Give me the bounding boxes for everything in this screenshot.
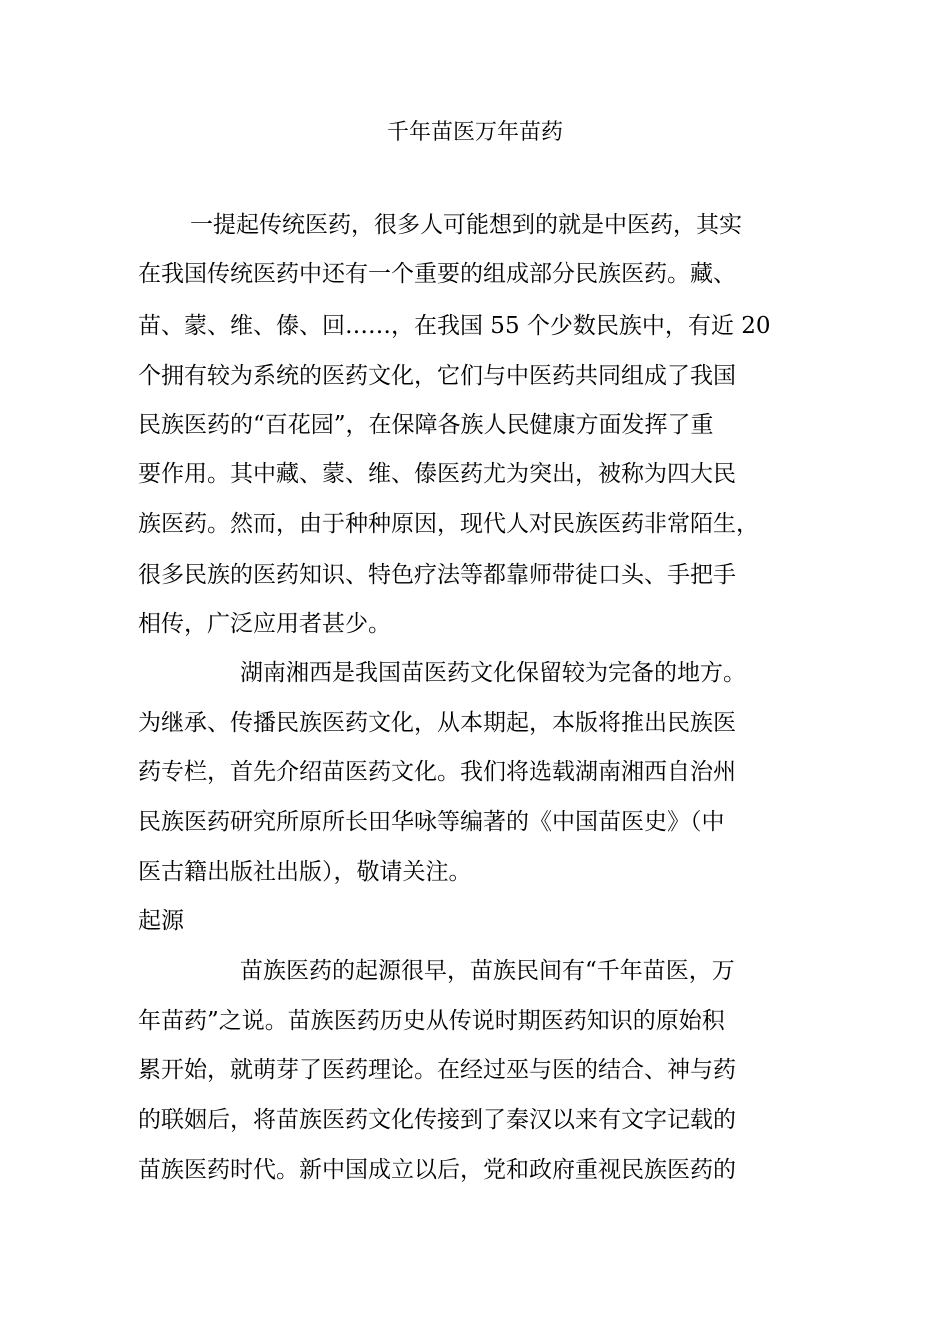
paragraph-3-line: 年苗药”之说。苗族医药历史从传说时期医药知识的原始积 [138, 1008, 725, 1034]
paragraph-1-line: 一提起传统医药，很多人可能想到的就是中医药，其实 [190, 212, 742, 238]
paragraph-1-line: 个拥有较为系统的医药文化，它们与中医药共同组成了我国 [138, 363, 736, 389]
paragraph-2-line: 民族医药研究所原所长田华咏等编著的《中国苗医史》（中 [138, 809, 725, 835]
paragraph-2-line: 药专栏，首先介绍苗医药文化。我们将选载湖南湘西自治州 [138, 759, 736, 785]
paragraph-1-line: 要作用。其中藏、蒙、维、傣医药尤为突出，被称为四大民 [138, 461, 736, 487]
paragraph-3-line: 累开始，就萌芽了医药理论。在经过巫与医的结合、神与药 [138, 1057, 736, 1083]
paragraph-1-line: 在我国传统医药中还有一个重要的组成部分民族医药。藏、 [138, 261, 736, 287]
paragraph-2-line: 为继承、传播民族医药文化，从本期起，本版将推出民族医 [138, 710, 736, 736]
paragraph-1-line: 很多民族的医药知识、特色疗法等都靠师带徒口头、手把手 [138, 562, 736, 588]
paragraph-2-line: 湖南湘西是我国苗医药文化保留较为完备的地方。 [240, 660, 746, 686]
paragraph-1-line: 苗、蒙、维、傣、回……，在我国 55 个少数民族中，有近 20 [138, 313, 771, 339]
paragraph-3-line: 苗族医药的起源很早，苗族民间有“千年苗医，万 [240, 958, 735, 984]
paragraph-3-line: 的联姻后，将苗族医药文化传接到了秦汉以来有文字记载的 [138, 1107, 736, 1133]
paragraph-1-line: 相传，广泛应用者甚少。 [138, 611, 391, 637]
document-title: 千年苗医万年苗药 [386, 120, 563, 145]
paragraph-1-line: 族医药。然而，由于种种原因，现代人对民族医药非常陌生， [138, 511, 759, 537]
paragraph-1-line: 民族医药的“百花园”，在保障各族人民健康方面发挥了重 [138, 412, 714, 438]
paragraph-3-line: 苗族医药时代。新中国成立以后，党和政府重视民族医药的 [138, 1157, 736, 1183]
paragraph-2-line: 医古籍出版社出版），敬请关注。 [138, 859, 472, 885]
section-heading: 起源 [138, 908, 184, 934]
